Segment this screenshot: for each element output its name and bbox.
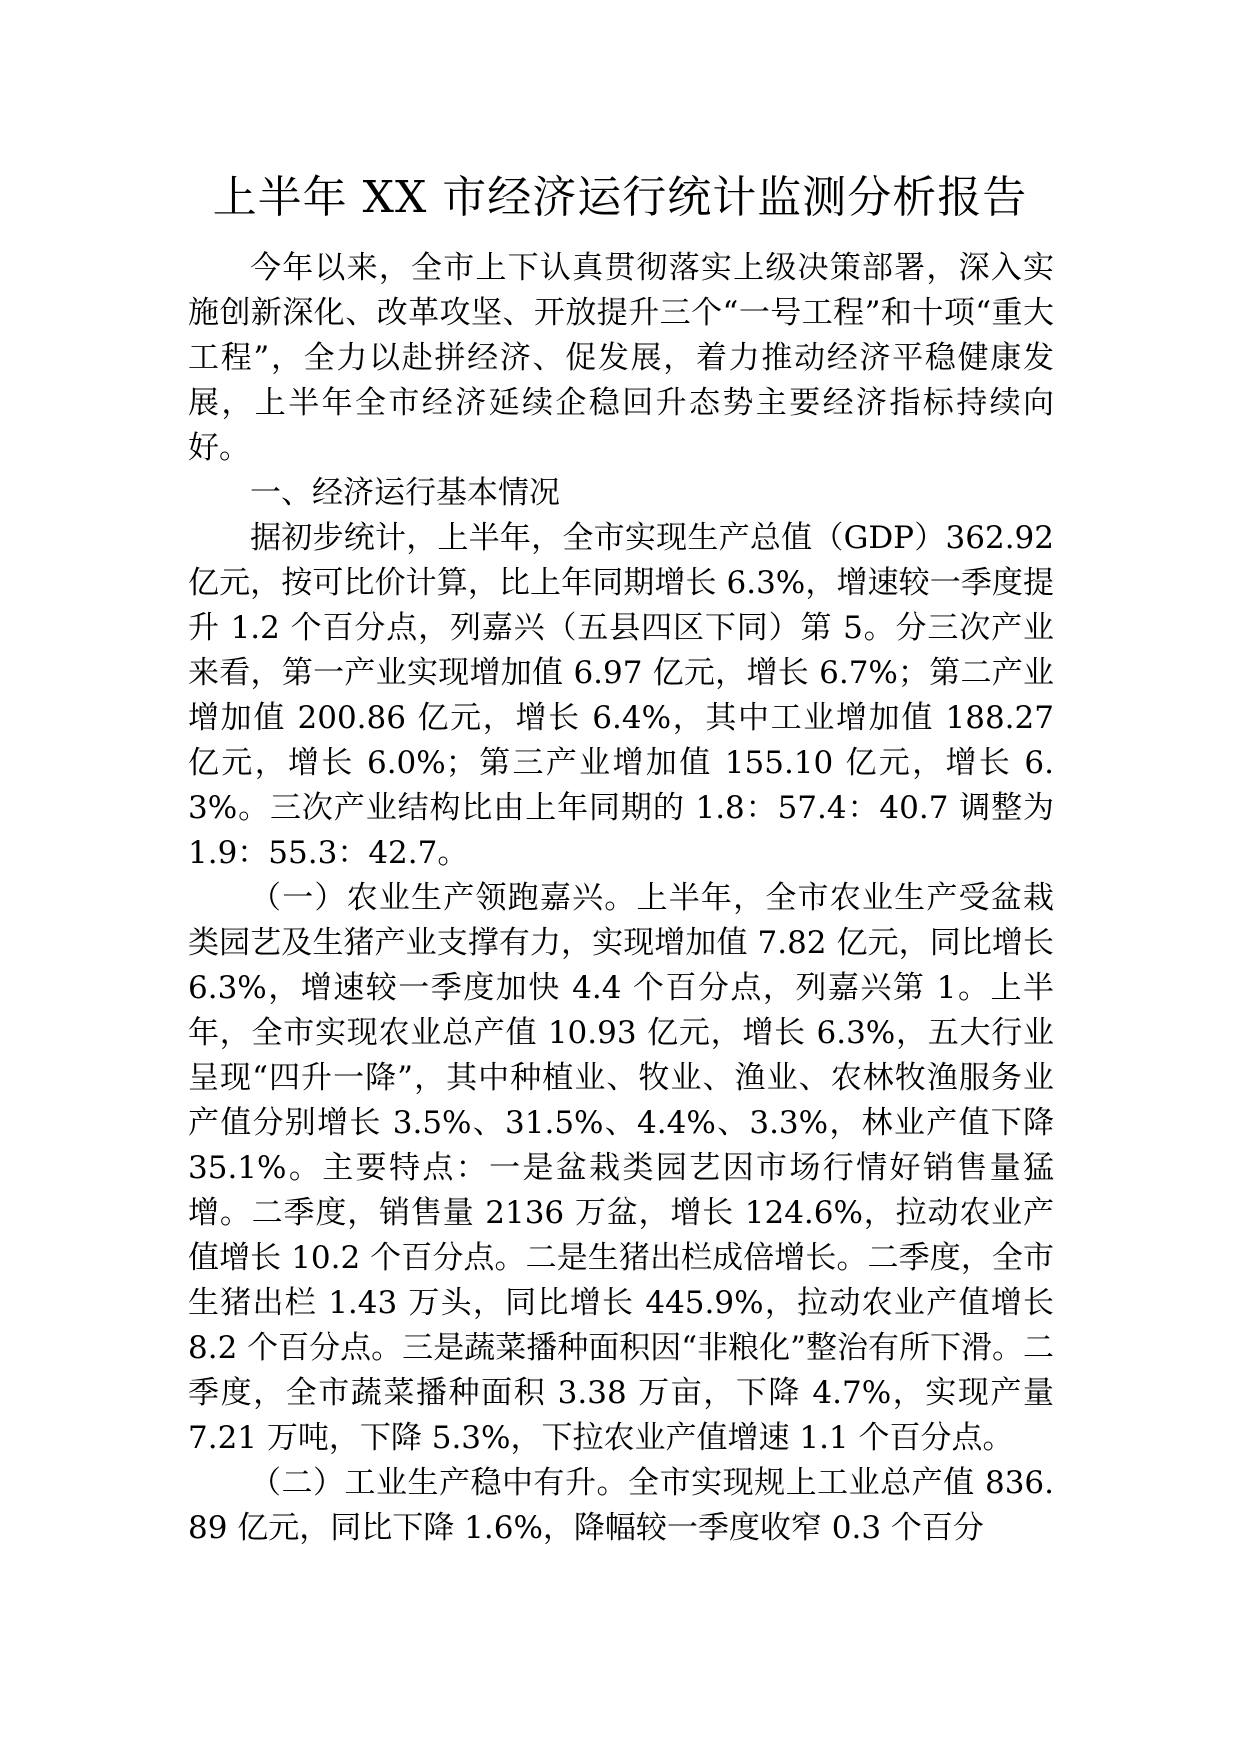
document-title: 上半年 XX 市经济运行统计监测分析报告 — [212, 172, 1028, 223]
paragraph-industry: （二）工业生产稳中有升。全市实现规上工业总产值 836.89 亿元，同比下降 1.6%，降幅较一季度收窄 0.3 个百分 — [188, 1465, 1054, 1546]
paragraph-gdp: 据初步统计，上半年，全市实现生产总值（GDP）362.92 亿元，按可比价计算，比上年同期增长 6.3%，增速较一季度提升 1.2 个百分点，列嘉兴（五县四区下同）第 5。分三次产业来看，第一产业实现增加值 6.97 亿元，增长 6.7%；第二产业增加值 200.86 亿元，增长 6.4%，其中工业增加值 188.27 亿元，增长 6.0%；第三产业增加值 155.10 亿元，增长 6.3%。三次产业结构比由上年同期的 1.8：57.4：40.7 调整为 1.9：55.3：42.7。 — [188, 520, 1054, 871]
section-heading-1: 一、经济运行基本情况 — [250, 475, 560, 511]
document-body — [188, 246, 1054, 1551]
paragraph-agriculture: （一）农业生产领跑嘉兴。上半年，全市农业生产受盆栽类园艺及生猪产业支撑有力，实现增加值 7.82 亿元，同比增长 6.3%，增速较一季度加快 4.4 个百分点，列嘉兴第 1。上半年，全市实现农业总产值 10.93 亿元，增长 6.3%，五大行业呈现“四升一降”，其中种植业、牧业、渔业、农林牧渔服务业产值分别增长 3.5%、31.5%、4.4%、3.3%，林业产值下降 35.1%。主要特点：一是盆栽类园艺因市场行情好销售量猛增。二季度，销售量 2136 万盆，增长 124.6%，拉动农业产值增长 10.2 个百分点。二是生猪出栏成倍增长。二季度，全市生猪出栏 1.43 万头，同比增长 445.9%，拉动农业产值增长 8.2 个百分点。三是蔬菜播种面积因“非粮化”整治有所下滑。二季度，全市蔬菜播种面积 3.38 万亩，下降 4.7%，实现产量 7.21 万吨，下降 5.3%，下拉农业产值增速 1.1 个百分点。 — [188, 880, 1054, 1456]
paragraph-intro: 今年以来，全市上下认真贯彻落实上级决策部署，深入实施创新深化、改革攻坚、开放提升三个“一号工程”和十项“重大工程”，全力以赴拼经济、促发展，着力推动经济平稳健康发展，上半年全市经济延续企稳回升态势主要经济指标持续向好。 — [188, 250, 1054, 466]
